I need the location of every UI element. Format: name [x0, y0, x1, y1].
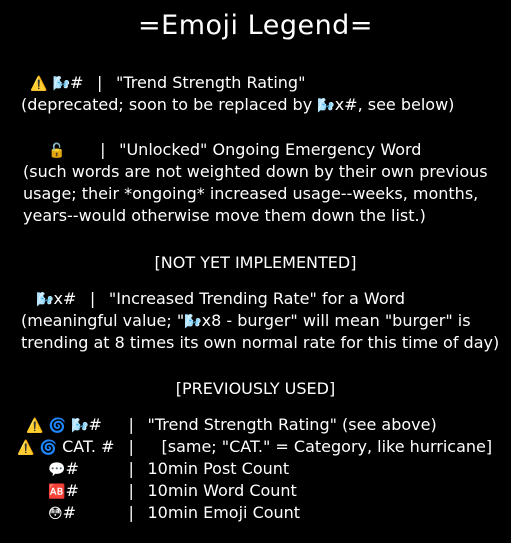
old-row-category	[17, 436, 114, 459]
increased-rate-row	[36, 288, 405, 311]
unlock-icon: 🔓	[48, 143, 66, 159]
trend-strength-note-prefix: (deprecated; soon to be replaced by	[21, 95, 318, 114]
separator: |	[128, 481, 134, 500]
cyclone-icon: 🌀	[48, 418, 66, 434]
increased-rate-desc-1	[21, 310, 471, 333]
old-row-label: [same; "CAT." = Category, like hurricane]	[161, 437, 493, 456]
old-row-trend-strength-label-wrap	[120, 414, 437, 436]
separator: |	[96, 73, 103, 92]
increased-rate-desc-2: trending at 8 times its own normal rate for this time of day)	[21, 333, 500, 352]
wind-icon: 🌬️	[317, 98, 335, 114]
warning-icon: ⚠️	[26, 418, 44, 434]
old-row-code: #	[65, 481, 79, 500]
old-row-label: 10min Post Count	[147, 459, 290, 478]
ab-icon: 🆎	[48, 484, 66, 500]
old-row-trend-strength	[26, 414, 102, 437]
old-row-code: #	[62, 503, 77, 522]
wind-icon: 🌬️	[52, 76, 70, 92]
wind-icon: 🌬️	[184, 314, 202, 330]
unlocked-desc-3: years--would otherwise move them down the list.)	[23, 206, 426, 225]
warning-icon: ⚠️	[17, 440, 35, 456]
old-row-label: 10min Emoji Count	[147, 503, 301, 522]
increased-rate-code: x#	[53, 289, 77, 308]
previously-used-heading: [PREVIOUSLY USED]	[175, 379, 336, 398]
cyclone-icon: 🌀	[39, 440, 57, 456]
increased-rate-label: "Increased Trending Rate" for a Word	[108, 289, 406, 308]
unlocked-row	[48, 139, 421, 162]
old-row-code: #	[88, 415, 102, 434]
old-row-word-count	[48, 480, 79, 503]
trend-strength-note-code: x#	[334, 95, 358, 114]
legend-title: =Emoji Legend=	[138, 10, 373, 41]
separator: |	[128, 459, 134, 478]
old-row-post-count-label-wrap	[120, 458, 289, 480]
old-row-word-count-label-wrap	[120, 480, 297, 502]
trend-strength-row	[30, 72, 305, 95]
separator: |	[128, 415, 134, 434]
warning-icon: ⚠️	[30, 76, 48, 92]
unlocked-label: "Unlocked" Ongoing Emergency Word	[119, 140, 422, 159]
separator: |	[89, 289, 96, 308]
trend-strength-note-suffix: , see below)	[357, 95, 455, 114]
increased-rate-desc-prefix: (meaningful value; "	[21, 311, 185, 330]
separator: |	[128, 437, 134, 456]
old-row-label: 10min Word Count	[147, 481, 297, 500]
wind-icon: 🌬️	[71, 418, 89, 434]
trend-strength-code: #	[69, 73, 84, 92]
not-yet-implemented-heading: [NOT YET IMPLEMENTED]	[154, 253, 357, 272]
wind-icon: 🌬️	[36, 292, 54, 308]
old-row-label: "Trend Strength Rating" (see above)	[147, 415, 437, 434]
separator: |	[100, 140, 106, 159]
old-row-code: #	[65, 459, 79, 478]
old-row-category-label-wrap	[120, 436, 492, 458]
old-row-post-count	[48, 458, 79, 481]
old-row-code: CAT. #	[62, 437, 115, 456]
speech-bubble-icon: 💬	[48, 462, 66, 478]
old-row-emoji-count-label-wrap	[120, 502, 300, 524]
increased-rate-desc-code: x8 - burger" will mean "burger" is	[201, 311, 471, 330]
trend-strength-note	[21, 94, 454, 117]
separator: |	[128, 503, 134, 522]
flushed-face-icon: 😳	[48, 506, 63, 522]
trend-strength-label: "Trend Strength Rating"	[115, 73, 306, 92]
old-row-emoji-count	[48, 502, 76, 525]
unlocked-desc-1: (such words are not weighted down by their own previous	[23, 162, 488, 181]
unlocked-desc-2: usage; their *ongoing* increased usage--weeks, months,	[23, 184, 479, 203]
